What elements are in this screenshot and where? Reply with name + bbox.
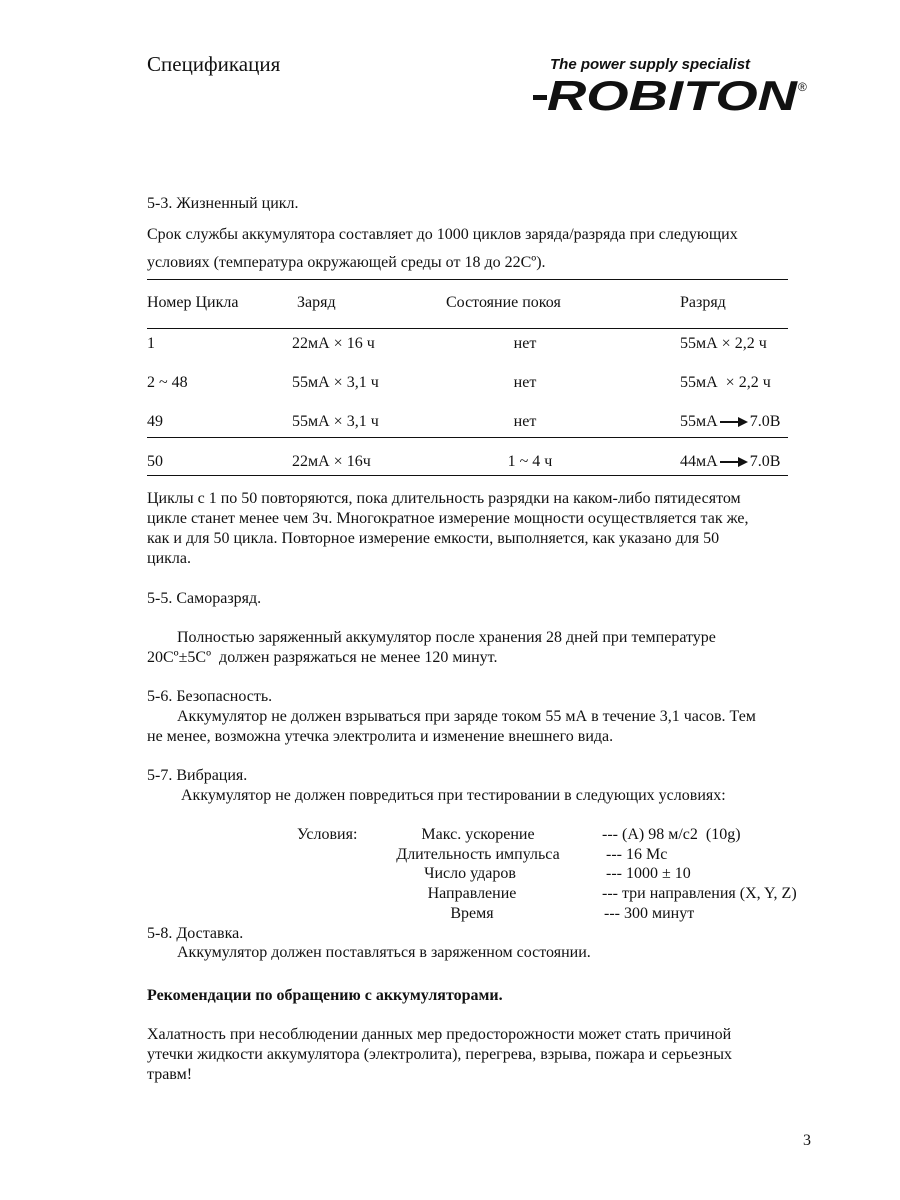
table-cell-charge: 55мА × 3,1 ч [292, 374, 379, 391]
section-5-3-heading: 5-3. Жизненный цикл. [147, 195, 299, 212]
page-title: Спецификация [147, 52, 281, 76]
section-5-6-text: не менее, возможна утечка электролита и изменение внешнего вида. [147, 728, 614, 745]
table-header-cycle: Номер Цикла [147, 294, 239, 311]
section-5-7-heading: 5-7. Вибрация. [147, 767, 248, 784]
arrow-right-icon [720, 417, 748, 427]
logo-text: ROBITON [547, 72, 800, 119]
table-header-charge: Заряд [297, 294, 336, 311]
condition-name: Направление [427, 885, 517, 902]
section-5-7-text: Аккумулятор не должен повредиться при тестировании в следующих условиях: [181, 787, 726, 804]
table-cell-rest: нет [513, 413, 537, 430]
table-cell-rest: 1 ~ 4 ч [507, 453, 553, 470]
condition-name: Макс. ускорение [421, 826, 535, 843]
cycles-note-line: цикла. [147, 550, 191, 567]
table-top-rule [147, 279, 788, 280]
robiton-logo [533, 72, 813, 122]
condition-value: --- 1000 ± 10 [606, 865, 691, 882]
table-cell-discharge [680, 413, 780, 431]
table-cell-discharge [680, 453, 780, 471]
recommendations-line: травм! [147, 1066, 193, 1083]
table-cell-cycle: 49 [147, 413, 163, 430]
table-cell-charge: 22мА × 16 ч [292, 335, 375, 352]
table-header-rest: Состояние покоя [446, 294, 561, 311]
logo-tagline: The power supply specialist [550, 56, 751, 73]
table-cell-cycle: 50 [147, 453, 163, 470]
registered-mark: ® [798, 80, 807, 94]
table-cell-rest: нет [513, 335, 537, 352]
condition-value: --- (A) 98 м/с2 (10g) [602, 826, 741, 843]
table-cell-rest: нет [513, 374, 537, 391]
condition-value: --- 16 Мс [606, 846, 668, 863]
section-5-5-heading: 5-5. Саморазряд. [147, 590, 262, 607]
table-cell-discharge: 55мА × 2,2 ч [680, 374, 771, 391]
table-cell-charge: 22мА × 16ч [292, 453, 371, 470]
discharge-current: 44мА [680, 453, 718, 470]
condition-name: Время [450, 905, 494, 922]
table-header-discharge: Разряд [680, 294, 726, 311]
section-5-3-text: условиях (температура окружающей среды от 18 до 22Сº). [147, 254, 546, 271]
conditions-label: Условия: [297, 826, 358, 843]
section-5-3-text: Срок службы аккумулятора составляет до 1000 циклов заряда/разряда при следующих [147, 226, 738, 243]
section-5-6-text: Аккумулятор не должен взрываться при заряде током 55 мА в течение 3,1 часов. Тем [177, 708, 756, 725]
table-header-rule [147, 328, 788, 329]
condition-value: --- три направления (X, Y, Z) [602, 885, 797, 902]
condition-name: Число ударов [424, 865, 516, 882]
condition-name: Длительность импульса [396, 846, 560, 863]
table-bottom-rule [147, 475, 788, 476]
cycles-note-line: цикле станет менее чем 3ч. Многократное измерение мощности осуществляется так же, [147, 510, 749, 527]
section-5-8-heading: 5-8. Доставка. [147, 925, 244, 942]
recommendations-line: Халатность при несоблюдении данных мер предосторожности может стать причиной [147, 1026, 732, 1043]
table-cell-cycle: 2 ~ 48 [147, 374, 188, 391]
table-cell-charge: 55мА × 3,1 ч [292, 413, 379, 430]
recommendations-heading: Рекомендации по обращению с аккумуляторами. [147, 987, 503, 1004]
recommendations-line: утечки жидкости аккумулятора (электролита), перегрева, взрыва, пожара и серьезных [147, 1046, 732, 1063]
discharge-voltage: 7.0В [749, 453, 781, 470]
discharge-voltage: 7.0В [749, 413, 781, 430]
section-5-5-text: 20Сº±5Сº должен разряжаться не менее 120 минут. [147, 649, 498, 666]
arrow-right-icon [720, 457, 748, 467]
cycles-note-line: как и для 50 цикла. Повторное измерение емкости, выполняется, как указано для 50 [147, 530, 720, 547]
table-cell-cycle: 1 [147, 335, 155, 352]
section-5-8-text: Аккумулятор должен поставляться в заряженном состоянии. [177, 944, 591, 961]
section-5-5-text: Полностью заряженный аккумулятор после хранения 28 дней при температуре [177, 629, 716, 646]
discharge-current: 55мА [680, 413, 718, 430]
section-5-6-heading: 5-6. Безопасность. [147, 688, 273, 705]
page-number: 3 [803, 1132, 811, 1149]
table-row-rule [147, 437, 788, 438]
table-cell-discharge: 55мА × 2,2 ч [680, 335, 767, 352]
cycles-note-line: Циклы с 1 по 50 повторяются, пока длительность разрядки на каком-либо пятидесятом [147, 490, 741, 507]
condition-value: --- 300 минут [604, 905, 695, 922]
